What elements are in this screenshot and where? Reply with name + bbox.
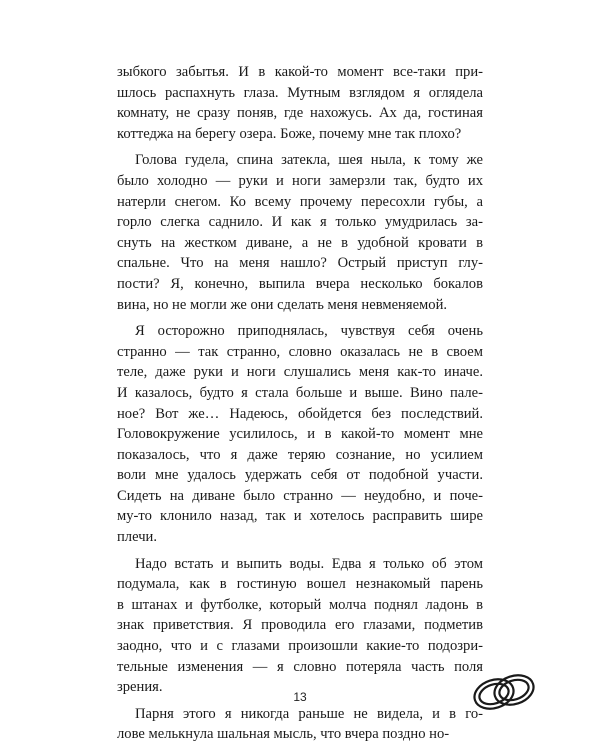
text-line: И казалось, будто я стала больше и выше. Вино пале- [117, 384, 483, 401]
paragraph [117, 704, 483, 745]
text-line: заодно, что и с глазами произошли какие-то подозри- [117, 638, 483, 655]
text-line: снуть на жестком диване, а не в удобной кровати в [117, 234, 483, 251]
rings-icon [468, 668, 540, 716]
paragraph [117, 150, 483, 315]
text-line: зрения. [117, 679, 163, 696]
page-number: 13 [293, 690, 307, 704]
text-line: плечи. [117, 529, 158, 546]
text-line: подумала, как в гостиную вошел незнакомый парень [117, 576, 483, 593]
text-line: вина, но не могли же они сделать меня невменяемой. [117, 296, 448, 313]
text-line: Надо встать и выпить воды. Едва я только об этом [135, 555, 483, 572]
text-line: Я осторожно приподнялась, чувствуя себя очень [135, 323, 483, 340]
text-line: теле, даже руки и ноги слушались меня как-то иначе. [117, 364, 483, 381]
text-line: Голова гудела, спина затекла, шея ныла, к тому же [135, 152, 483, 169]
text-line: шлось распахнуть глаза. Мутным взглядом я оглядела [117, 84, 483, 101]
text-line: Сидеть на диване было странно — неудобно, и поче- [117, 487, 483, 504]
body-text [117, 62, 483, 745]
text-line: горло слегка саднило. И как я только умудрилась за- [117, 214, 483, 231]
text-line: в штанах и футболке, который молча поднял ладонь в [117, 596, 483, 613]
text-line: му-то клонило назад, так и хотелось расправить шире [117, 508, 483, 525]
text-line: коттеджа на берегу озера. Боже, почему мне так плохо? [117, 125, 462, 142]
text-line: лове мелькнула шальная мысль, что вчера поздно но- [117, 726, 450, 743]
text-line: странно — так странно, словно оказалась не в своем [117, 343, 483, 360]
text-line: натерли снегом. Ко всему прочему пересохли губы, а [117, 193, 483, 210]
paragraph [117, 62, 483, 144]
paragraph [117, 554, 483, 698]
text-line: зыбкого забытья. И в какой-то момент все-таки при- [117, 64, 483, 80]
text-line: пости? Я, конечно, выпила вчера несколько бокалов [117, 275, 483, 292]
text-line: тельные изменения — я словно потеряла часть поля [117, 658, 483, 675]
text-line: комнату, не сразу поняв, где нахожусь. Ах да, гостиная [117, 105, 483, 122]
text-line: спальне. Что на меня нашло? Острый приступ глу- [117, 255, 483, 272]
text-line: Головокружение усилилось, и в какой-то момент мне [117, 426, 483, 443]
text-line: знак приветствия. Я проводила его глазами, подметив [117, 617, 483, 634]
paragraph [117, 321, 483, 548]
text-line: показалось, что я даже теряю сознание, но усилием [117, 446, 483, 463]
text-line: Парня этого я никогда раньше не видела, и в го- [135, 705, 483, 722]
text-line: воли мне удалось удержать себя от подобной участи. [117, 467, 483, 484]
text-line: ное? Вот же… Надеюсь, обойдется без последствий. [117, 405, 483, 422]
text-line: было холодно — руки и ноги замерзли так, будто их [117, 172, 483, 189]
